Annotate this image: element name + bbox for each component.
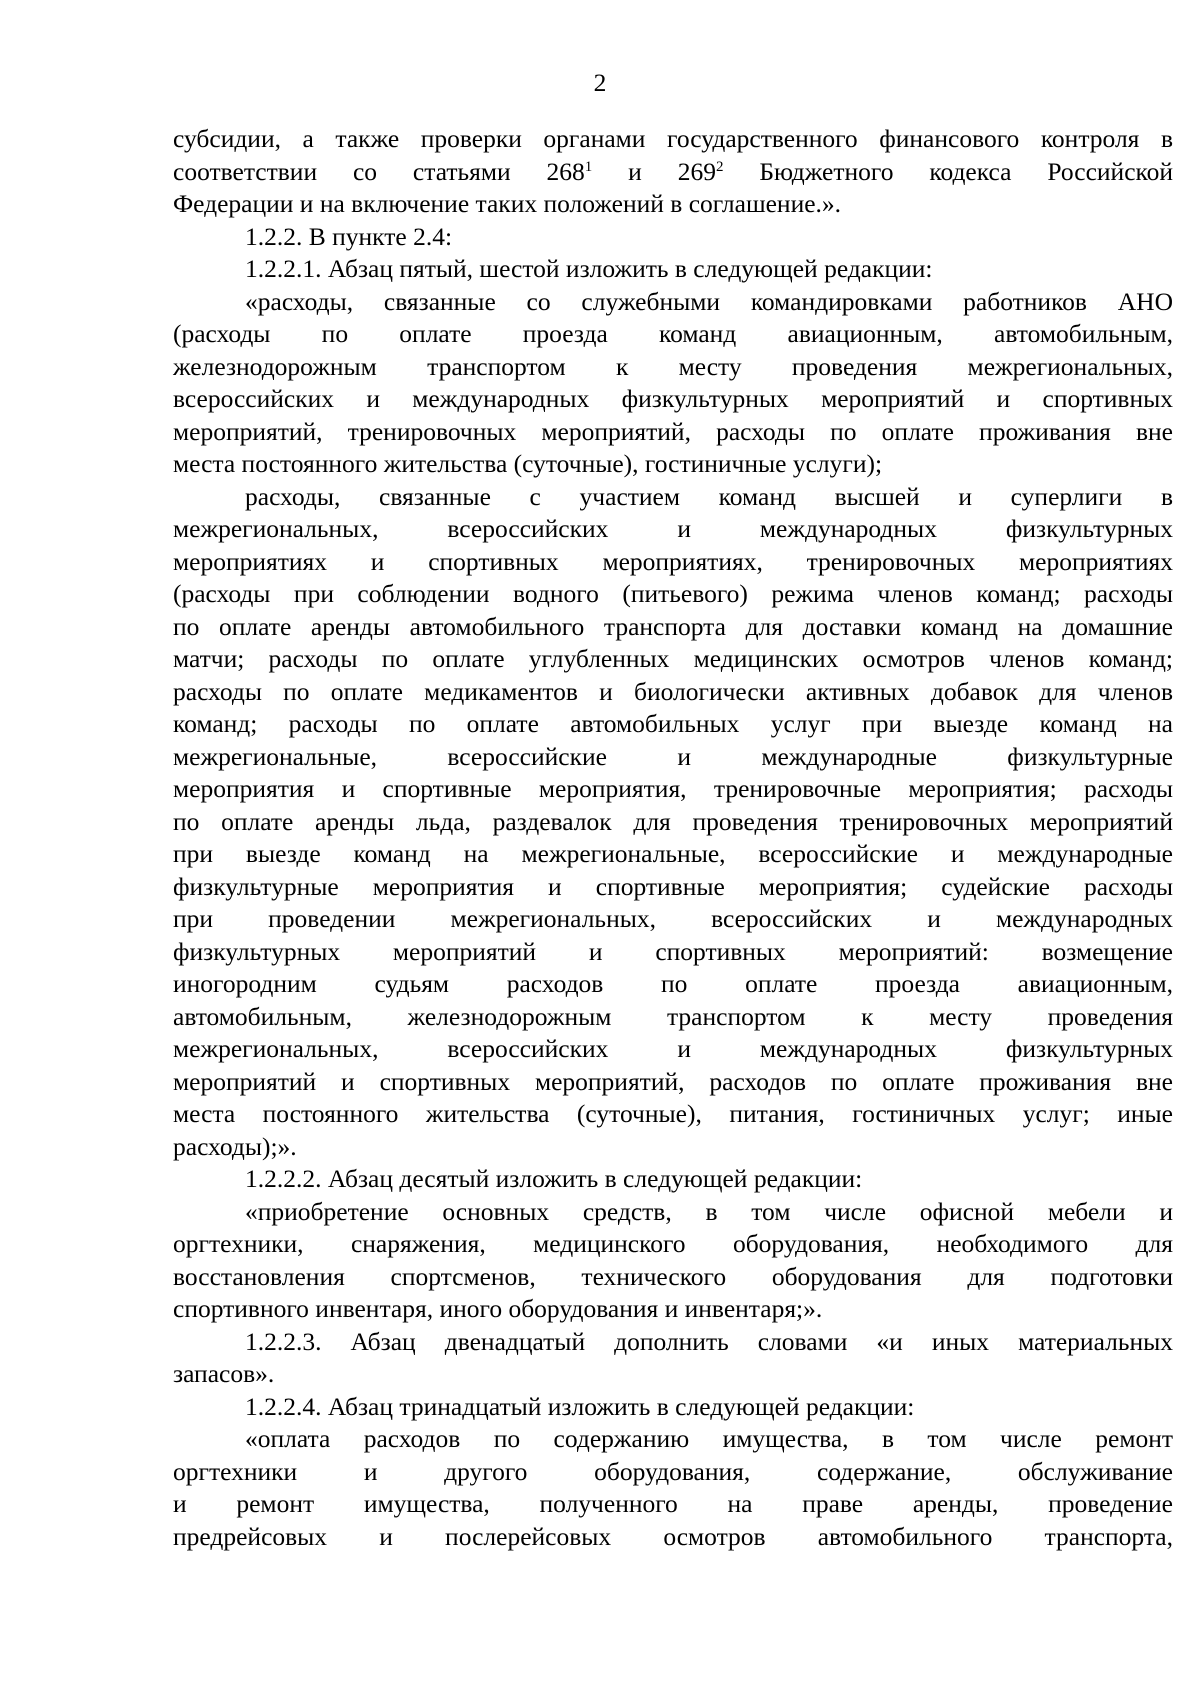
- text-line: мероприятий, тренировочных мероприятий, расходы по оплате проживания вне: [173, 416, 1173, 446]
- text-line: Федерации и на включение таких положений в соглашение.».: [173, 189, 842, 218]
- text-line: субсидии, а также проверки органами государственного финансового контроля в: [173, 124, 1173, 153]
- text-line: места постоянного жительства (суточные), гостиничные услуги);: [173, 449, 883, 478]
- text-line: мероприятий и спортивных мероприятий, расходов по оплате проживания вне: [173, 1066, 1173, 1096]
- text-line: восстановления спортсменов, технического оборудования для подготовки: [173, 1261, 1173, 1291]
- text-run: Бюджетного кодекса Российской: [723, 156, 1174, 186]
- text-line: физкультурные мероприятия и спортивные мероприятия; судейские расходы: [173, 871, 1173, 901]
- text-line: места постоянного жительства (суточные), питания, гостиничных услуг; иные: [173, 1099, 1173, 1128]
- page-number: 2: [593, 68, 607, 97]
- text-line: железнодорожным транспортом к месту проведения межрегиональных,: [173, 351, 1173, 381]
- text-line: при выезде команд на межрегиональные, всероссийские и международные: [173, 839, 1173, 868]
- text-line: мероприятиях и спортивных мероприятиях, тренировочных мероприятиях: [173, 546, 1173, 576]
- text-line: 1.2.2.4. Абзац тринадцатый изложить в следующей редакции:: [245, 1391, 915, 1421]
- text-line: и ремонт имущества, полученного на праве аренды, проведение: [173, 1489, 1173, 1518]
- text-line: автомобильным, железнодорожным транспортом к месту проведения: [173, 1001, 1173, 1031]
- text-line: [173, 156, 1173, 189]
- text-line: межрегиональных, всероссийских и международных физкультурных: [173, 1034, 1173, 1063]
- text-line: 1.2.2.2. Абзац десятый изложить в следующей редакции:: [245, 1164, 863, 1193]
- text-line: межрегиональных, всероссийских и международных физкультурных: [173, 514, 1173, 543]
- text-line: межрегиональные, всероссийские и международные физкультурные: [173, 741, 1173, 771]
- text-line: иногородним судьям расходов по оплате проезда авиационным,: [173, 969, 1173, 998]
- text-line: «приобретение основных средств, в том числе офисной мебели и: [245, 1196, 1173, 1226]
- text-line: расходы);».: [173, 1131, 297, 1161]
- text-line: расходы, связанные с участием команд высшей и суперлиги в: [245, 481, 1173, 511]
- text-line: при проведении межрегиональных, всероссийских и международных: [173, 904, 1173, 933]
- text-line: оргтехники и другого оборудования, содержание, обслуживание: [173, 1456, 1173, 1486]
- text-line: всероссийских и международных физкультурных мероприятий и спортивных: [173, 384, 1173, 413]
- text-line: предрейсовых и послерейсовых осмотров автомобильного транспорта,: [173, 1521, 1173, 1551]
- text-line: спортивного инвентаря, иного оборудования и инвентаря;».: [173, 1294, 823, 1323]
- text-line: 1.2.2.3. Абзац двенадцатый дополнить словами «и иных материальных: [245, 1326, 1173, 1356]
- text-run: и 269: [592, 156, 716, 186]
- text-line: по оплате аренды автомобильного транспорта для доставки команд на домашние: [173, 611, 1173, 641]
- text-line: (расходы по оплате проезда команд авиационным, автомобильным,: [173, 319, 1173, 348]
- superscript: 1: [584, 158, 593, 175]
- text-line: оргтехники, снаряжения, медицинского оборудования, необходимого для: [173, 1229, 1173, 1258]
- text-line: по оплате аренды льда, раздевалок для проведения тренировочных мероприятий: [173, 806, 1173, 836]
- text-line: команд; расходы по оплате автомобильных услуг при выезде команд на: [173, 709, 1173, 738]
- text-line: мероприятия и спортивные мероприятия, тренировочные мероприятия; расходы: [173, 774, 1173, 803]
- text-line: (расходы при соблюдении водного (питьевого) режима членов команд; расходы: [173, 579, 1173, 608]
- text-line: «оплата расходов по содержанию имущества, в том числе ремонт: [245, 1424, 1173, 1453]
- text-line: матчи; расходы по оплате углубленных медицинских осмотров членов команд;: [173, 644, 1173, 673]
- text-run: соответствии со статьями 268: [173, 156, 585, 186]
- text-line: расходы по оплате медикаментов и биологически активных добавок для членов: [173, 676, 1173, 706]
- text-line: физкультурных мероприятий и спортивных мероприятий: возмещение: [173, 936, 1173, 966]
- text-line: «расходы, связанные со служебными командировками работников АНО: [245, 286, 1173, 316]
- document-body: [173, 123, 1173, 1553]
- superscript: 2: [715, 158, 724, 175]
- text-line: 1.2.2. В пункте 2.4:: [245, 221, 453, 251]
- text-line: запасов».: [173, 1359, 275, 1388]
- text-line: 1.2.2.1. Абзац пятый, шестой изложить в следующей редакции:: [245, 254, 933, 283]
